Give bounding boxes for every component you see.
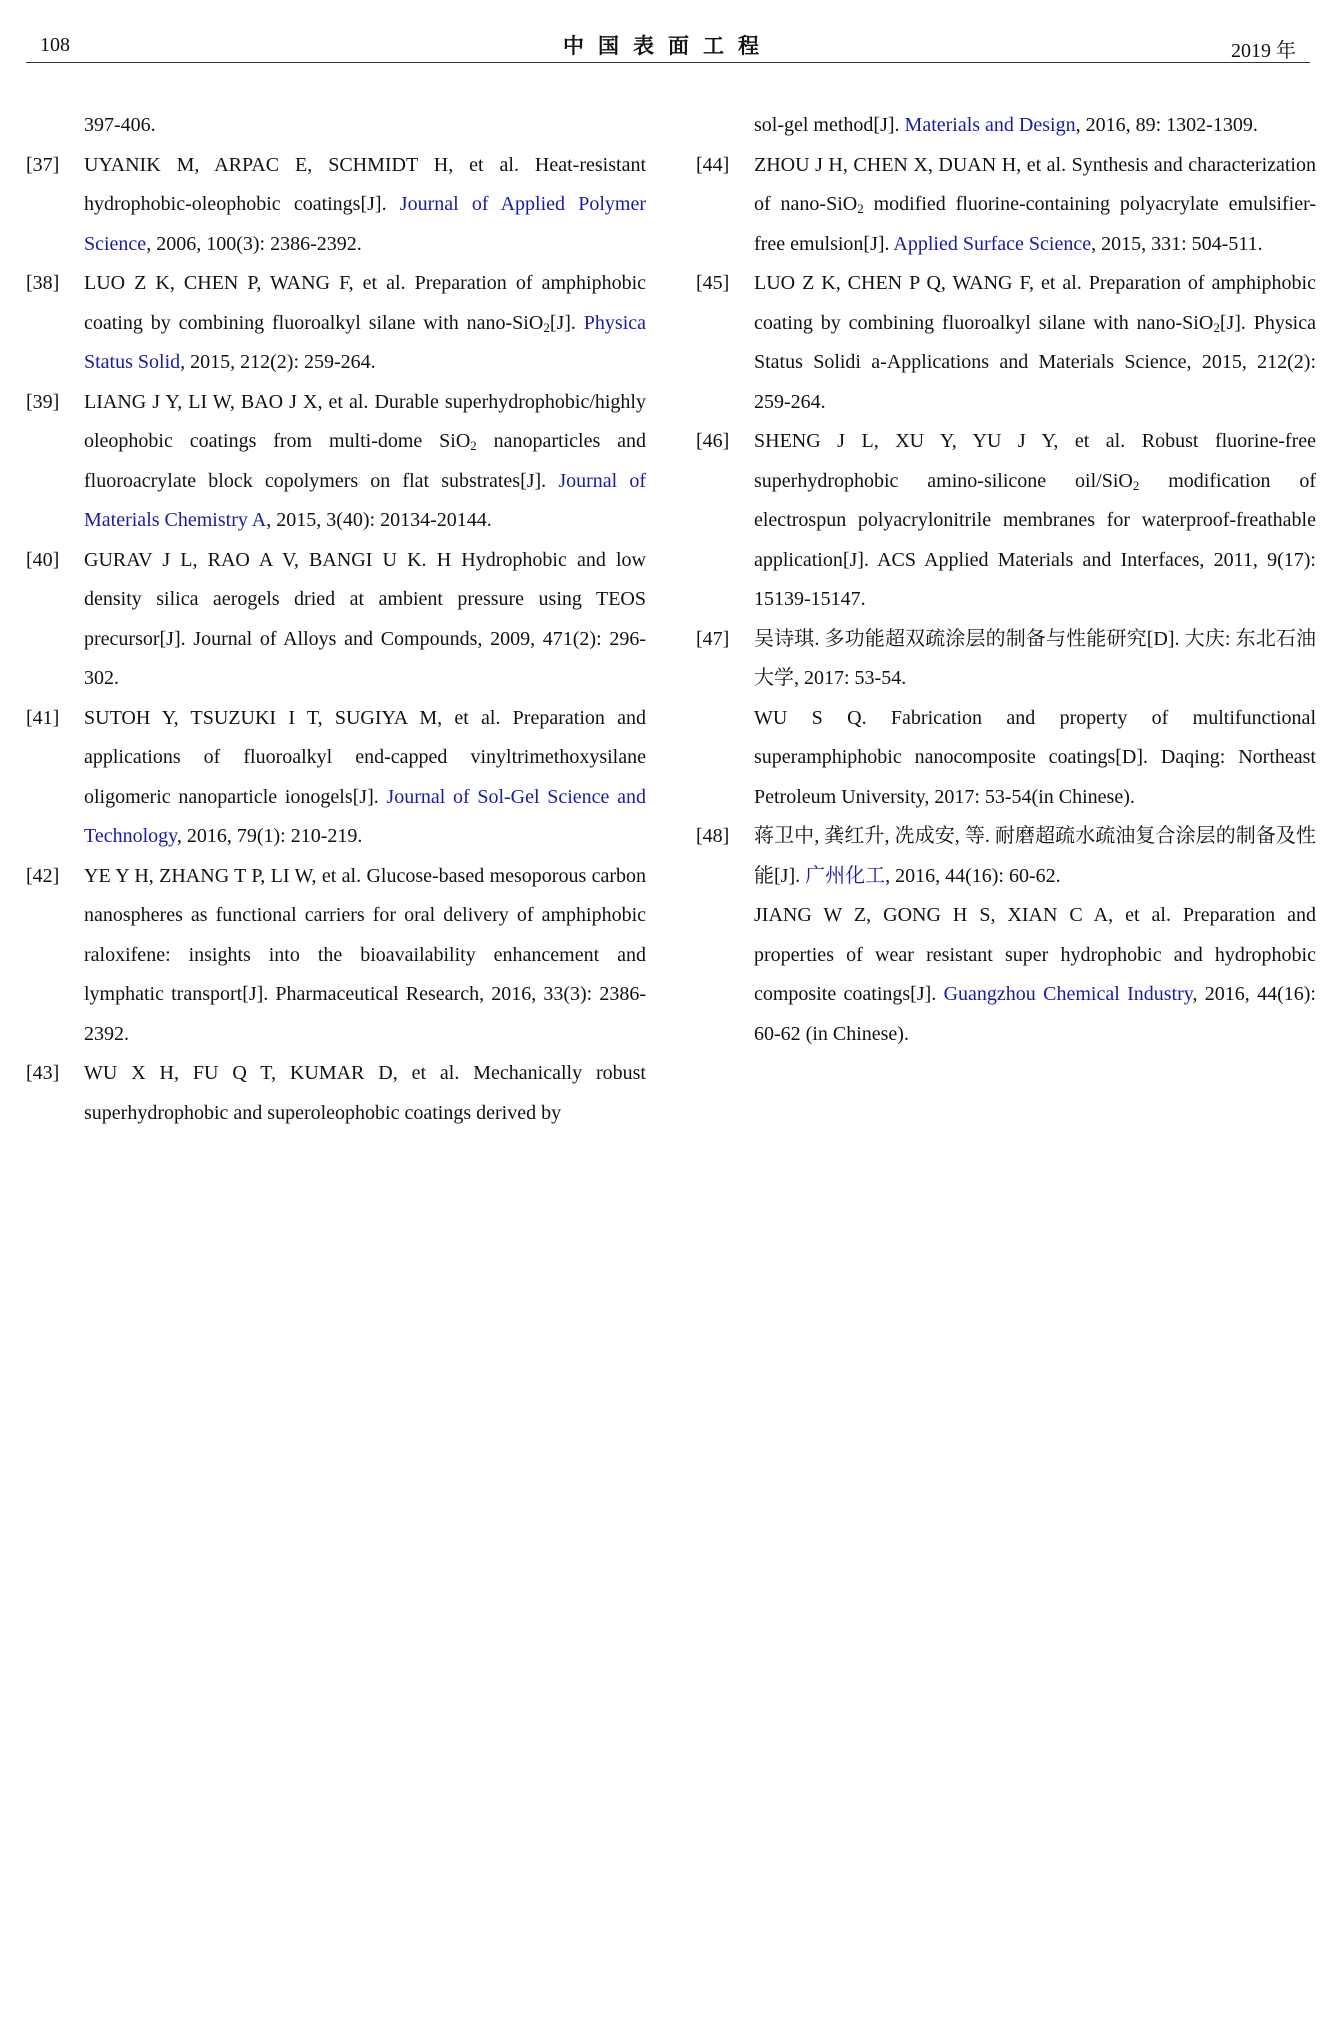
reference-number: [47] — [696, 627, 730, 650]
right-column — [696, 106, 1316, 1054]
journal-link[interactable]: Guangzhou Chemical Industry — [943, 983, 1193, 1005]
reference-number: [42] — [26, 864, 60, 887]
reference-48 — [696, 817, 1316, 1054]
left-column — [26, 106, 646, 1133]
page-header — [26, 28, 1310, 63]
journal-link[interactable]: Applied Surface Science — [893, 232, 1092, 255]
reference-chinese: 蒋卫中, 龚红升, 冼成安, 等. 耐磨超疏水疏油复合涂层的制备及性能[J]. 广州化工, 2016, 44(16): 60-62. — [754, 825, 1316, 887]
reference-41: [41] SUTOH Y, TSUZUKI I T, SUGIYA M, et al. Preparation and applications of fluoroalkyl end-capped vinyltrimethoxysilane oligomeric nanoparticle ionogels[J]. Journal of Sol-Gel Science and Technology, 2016, 79(1): 210-219. — [26, 699, 646, 857]
issue-year: 2019 年 — [1231, 40, 1296, 62]
reference-number: [41] — [26, 706, 60, 729]
reference-chinese: 吴诗琪. 多功能超双疏涂层的制备与性能研究[D]. 大庆: 东北石油大学, 2017: 53-54. — [754, 627, 1316, 689]
reference-40: [40] GURAV J L, RAO A V, BANGI U K. H Hydrophobic and low density silica aerogels dried at ambient pressure using TEOS precursor[J]. Journal of Alloys and Compounds, 2009, 471(2): 296-302. — [26, 541, 646, 699]
reference-number: [48] — [696, 825, 730, 847]
reference-continuation: sol-gel method[J]. Materials and Design, 2016, 89: 1302-1309. — [754, 114, 1258, 136]
reference-number: [37] — [26, 153, 60, 176]
page-number: 108 — [40, 34, 70, 56]
reference-number: [40] — [26, 548, 60, 571]
reference-42: [42] YE Y H, ZHANG T P, LI W, et al. Glucose-based mesoporous carbon nanospheres as functional carriers for oral delivery of amphiphobic raloxifene: insights into the bioavailability enhancement and lymphatic transport[J]. Pharmaceutical Research, 2016, 33(3): 2386-2392. — [26, 857, 646, 1055]
reference-number: [43] — [26, 1062, 60, 1084]
journal-title: 中国表面工程 — [563, 34, 773, 58]
journal-link[interactable]: Journal of Materials Chemistry A — [84, 469, 646, 531]
journal-link[interactable]: Journal of Applied Polymer Science — [84, 193, 647, 255]
journal-link[interactable]: 广州化工 — [805, 864, 886, 887]
reference-number: [38] — [26, 272, 60, 294]
reference-43: [43] WU X H, FU Q T, KUMAR D, et al. Mechanically robust superhydrophobic and superoleophobic coatings derived by — [26, 1054, 646, 1133]
reference-continuation: 397-406. — [84, 114, 156, 136]
reference-number: [39] — [26, 390, 60, 413]
reference-47 — [696, 620, 1316, 818]
reference-number: [45] — [696, 272, 730, 294]
reference-37: [37] UYANIK M, ARPAC E, SCHMIDT H, et al. Heat-resistant hydrophobic-oleophobic coatings[J]. Journal of Applied Polymer Science, 2006, 100(3): 2386-2392. — [26, 146, 646, 265]
journal-link[interactable]: Materials and Design — [904, 114, 1076, 136]
reference-english: JIANG W Z, GONG H S, XIAN C A, et al. Preparation and properties of wear resistant super hydrophobic and hydrophobic composite coatings[J]. Guangzhou Chemical Industry, 2016, 44(16): 60-62 (in Chinese). — [754, 904, 1316, 1045]
reference-38: [38] LUO Z K, CHEN P, WANG F, et al. Preparation of amphiphobic coating by combining fluoroalkyl silane with nano-SiO$_2$[J]. Physica Status Solid, 2015, 212(2): 259-264. — [26, 264, 646, 383]
reference-number: [46] — [696, 430, 730, 452]
journal-link[interactable]: Journal of Sol-Gel Science and Technology — [84, 785, 646, 847]
reference-46: [46] SHENG J L, XU Y, YU J Y, et al. Robust fluorine-free superhydrophobic amino-silicone oil/SiO$_2$ modification of electrospun polyacrylonitrile membranes for waterproof-freathable application[J]. ACS Applied Materials and Interfaces, 2011, 9(17): 15139-15147. — [696, 422, 1316, 620]
reference-45: [45] LUO Z K, CHEN P Q, WANG F, et al. Preparation of amphiphobic coating by combining fluoroalkyl silane with nano-SiO$_2$[J]. Physica Status Solidi a-Applications and Materials Science, 2015, 212(2): 259-264. — [696, 264, 1316, 422]
reference-english: WU S Q. Fabrication and property of multifunctional superamphiphobic nanocomposite coatings[D]. Daqing: Northeast Petroleum University, 2017: 53-54(in Chinese). — [754, 706, 1316, 808]
reference-39: [39] LIANG J Y, LI W, BAO J X, et al. Durable superhydrophobic/highly oleophobic coatings from multi-dome SiO$_2$ nanoparticles and fluoroacrylate block copolymers on flat substrates[J]. Journal of Materials Chemistry A, 2015, 3(40): 20134-20144. — [26, 383, 646, 541]
reference-44: [44] ZHOU J H, CHEN X, DUAN H, et al. Synthesis and characterization of nano-SiO$_2$ modified fluorine-containing polyacrylate emulsifier-free emulsion[J]. Applied Surface Science, 2015, 331: 504-511. — [696, 146, 1316, 265]
journal-link[interactable]: Physica Status Solid — [84, 311, 646, 373]
reference-number: [44] — [696, 153, 730, 176]
